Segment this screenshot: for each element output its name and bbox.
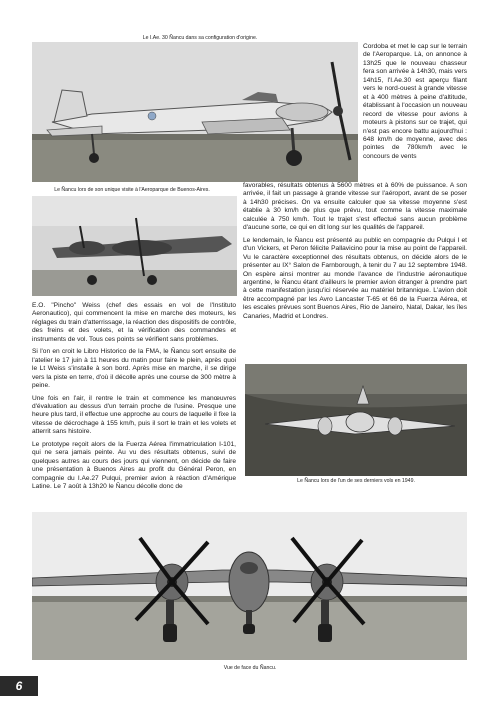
right-photo <box>245 364 467 476</box>
top-photo-caption: Le I.Ae. 30 Ñancu dans sa configuration d'origine. <box>142 35 258 41</box>
left-photo <box>32 196 237 296</box>
bottom-photo-caption: Vue de face du Ñancu. <box>223 665 277 671</box>
paragraph: E.O. "Pincho" Weiss (chef des essais en vol de l'Instituto Aeronautico), qui commencent la mise en marche des moteurs, les réglages du train d'atterrissage, la réaction des dispositifs de contrôle, des freins et des volets, et la vérification des commandes et instruments de vol. Tous ces points se vérifient sans problèmes. <box>32 302 236 343</box>
page-number: 6 <box>0 676 38 696</box>
right-column-mid-text <box>243 182 467 321</box>
aircraft-side-view-image <box>32 42 358 182</box>
paragraph: Le lendemain, le Ñancu est présenté au public en compagnie du Pulqui I et d'un Vickers, et Peron félicite Pallavicino pour la mise au point de l'appareil. Vu le caractère exceptionnel des résultats obtenus, on décide alors de le présenter au IX° Salon de Farnborough, à tenir du 7 au 12 septembre 1948. On espère ainsi montrer au monde l'avance de l'industrie aéronautique argentine, le Ñancu étant d'ailleurs le premier avion étranger à prendre part à cette manifestation jusqu'ici réservée au matériel britannique. L'avion doit être accompagné par les Avro Lancaster T-65 et 66 de la Fuerza Aérea, et les escales prévues sont Buenos Aires, Rio de Janeiro, Natal, Dakar, les îles Canaries, Madrid et Londres. <box>243 236 467 320</box>
aircraft-front-view-image <box>32 512 467 660</box>
paragraph: Une fois en l'air, il rentre le train et commence les manœuvres d'évaluation au dessus d'un terrain proche de l'usine. Presque une heure plus tard, il effectue une approche au cours de laquelle il fixe la vitesse de décrochage à 155 km/h, puis il sort le train et les volets et atterrit sans histoire. <box>32 394 236 436</box>
right-photo-caption: Le Ñancu lors de l'un de ses derniers vols en 1949. <box>297 478 415 484</box>
top-photo <box>32 42 358 182</box>
paragraph: Si l'on en croit le Libro Historico de la FMA, le Ñancu sort ensuite de l'atelier le 17 juin à 11 heures du matin pour faire le plein, après quoi le Lt Weiss s'installe à son bord. Après mise en marche, il se dirige vers la piste en terre, d'où il décolle après une course de 300 mètre à peine. <box>32 348 236 390</box>
left-photo-caption: Le Ñancu lors de son unique visite à l'Aeroparque de Buenos-Aires. <box>54 187 210 193</box>
left-column-text <box>32 302 236 492</box>
paragraph: Le prototype reçoit alors de la Fuerza Aérea l'immatriculation I-101, qui ne sera jamais peinte. Au vu des résultats obtenus, suivi de quelques autres au cours des jours qui viennent, on décide de faire une présentation à Buenos Aires au profit du Général Peron, en compagnie du I.Ae.27 Pulqui, premier avion à réaction d'Amérique Latine. Le 7 août à 13h20 le Ñancu décolle donc de <box>32 440 236 491</box>
aircraft-ground-image <box>32 196 237 296</box>
right-column-top-text <box>363 43 467 161</box>
aircraft-flight-image <box>245 364 467 476</box>
bottom-photo <box>32 512 467 660</box>
paragraph: Cordoba et met le cap sur le terrain de l'Aeroparque. Là, on annonce à 13h25 que le nouveau chasseur fera son arrivée à 14h30, mais vers 14h15, l'I.Ae.30 est aperçu filant vers le nord-ouest à grande vitesse et à 400 mètres à peine d'altitude, établissant à l'occasion un nouveau record de vitesse pour avions à moteurs à pistons sur ce trajet, qui n'est pas encore battu aujourd'hui : 648 km/h de moyenne, avec des pointes de 780km/h avec le concours de vents <box>363 43 467 160</box>
paragraph: favorables, résultats obtenus à 5600 mètres et à 60% de puissance. A son arrivée, il fait un passage à grande vitesse sur l'aéroport, avant de se poser à 14h30 précises. On va ensuite calculer que sa vitesse moyenne s'est établie à 30 km/h de plus que prévu, tout comme la vitesse maximale calculée à 750 km/h. Tout le trajet s'est effectué sans aucun problème d'aucune sorte, ce qui en dit long sur les qualités de l'appareil. <box>243 182 467 232</box>
